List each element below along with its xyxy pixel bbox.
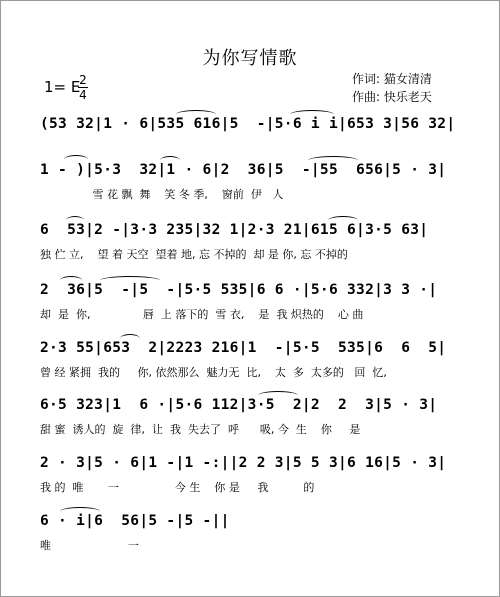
lyric-line-3: 独 伫 立, 望 着 天空 望着 地, 忘 不掉的 却 是 你, 忘 不掉的 (40, 248, 348, 261)
slur-mark (290, 110, 334, 119)
notation-line-7: 2 · 3|5 · 6|1 -|1 -:||2 2 3|5 5 3|6 16|5 · 3| (40, 455, 447, 471)
notation-line-5: 2·3 55|653 2|2223 216|1 -|5·5 535|6 6 5| (40, 340, 447, 356)
slur-mark (308, 156, 358, 165)
slur-mark (60, 507, 100, 516)
slur-mark (176, 110, 216, 119)
lyric-line-8: 唯 一 (40, 539, 139, 552)
notation-line-2: 1 - )|5·3 32|1 · 6|2 36|5 -|55 656|5 · 3| (40, 162, 447, 178)
slur-mark (66, 216, 84, 225)
composer-credit: 作曲: 快乐老天 (352, 90, 432, 104)
slur-mark (258, 391, 298, 400)
notation-line-1: (53 32|1 · 6|535 616|5 -|5·6 i i|653 3|56 32| (40, 116, 456, 132)
time-signature-bottom: 4 (79, 88, 87, 102)
slur-mark (328, 216, 358, 225)
notation-line-6: 6·5 323|1 6 ·|5·6 112|3·5 2|2 2 3|5 · 3| (40, 397, 438, 413)
lyricist-credit: 作词: 猫女清清 (352, 72, 432, 86)
slur-mark (160, 156, 180, 165)
time-signature-top: 2 (79, 73, 87, 87)
lyric-line-6: 甜 蜜 诱人的 旋 律, 让 我 失去了 呼 吸, 今 生 你 是 (40, 423, 361, 436)
lyric-line-4: 却 是 你, 唇 上 落下的 雪 衣, 是 我 炽热的 心 曲 (40, 308, 364, 321)
slur-mark (60, 276, 82, 285)
lyric-line-7: 我 的 唯 一 今 生 你 是 我 的 (40, 481, 315, 494)
notation-line-8: 6 · i|6 56|5 -|5 -|| (40, 513, 230, 529)
lyric-line-2: 雪 花 飘 舞 笑 冬 季, 窗前 伊 人 (40, 188, 284, 201)
key-signature: 1= E (44, 78, 81, 96)
notation-line-3: 6 53|2 -|3·3 235|32 1|2·3 21|615 6|3·5 63| (40, 222, 429, 238)
slur-mark (100, 276, 160, 285)
song-title: 为你写情歌 (202, 48, 298, 69)
slur-mark (64, 155, 88, 164)
notation-line-4: 2 36|5 -|5 -|5·5 535|6 6 ·|5·6 332|3 3 ·| (40, 282, 438, 298)
time-signature (78, 74, 88, 101)
slur-mark (120, 334, 140, 343)
lyric-line-5: 曾 经 紧拥 我的 你, 依然那么 魅力无 比, 太 多 太多的 回 忆, (40, 366, 387, 379)
